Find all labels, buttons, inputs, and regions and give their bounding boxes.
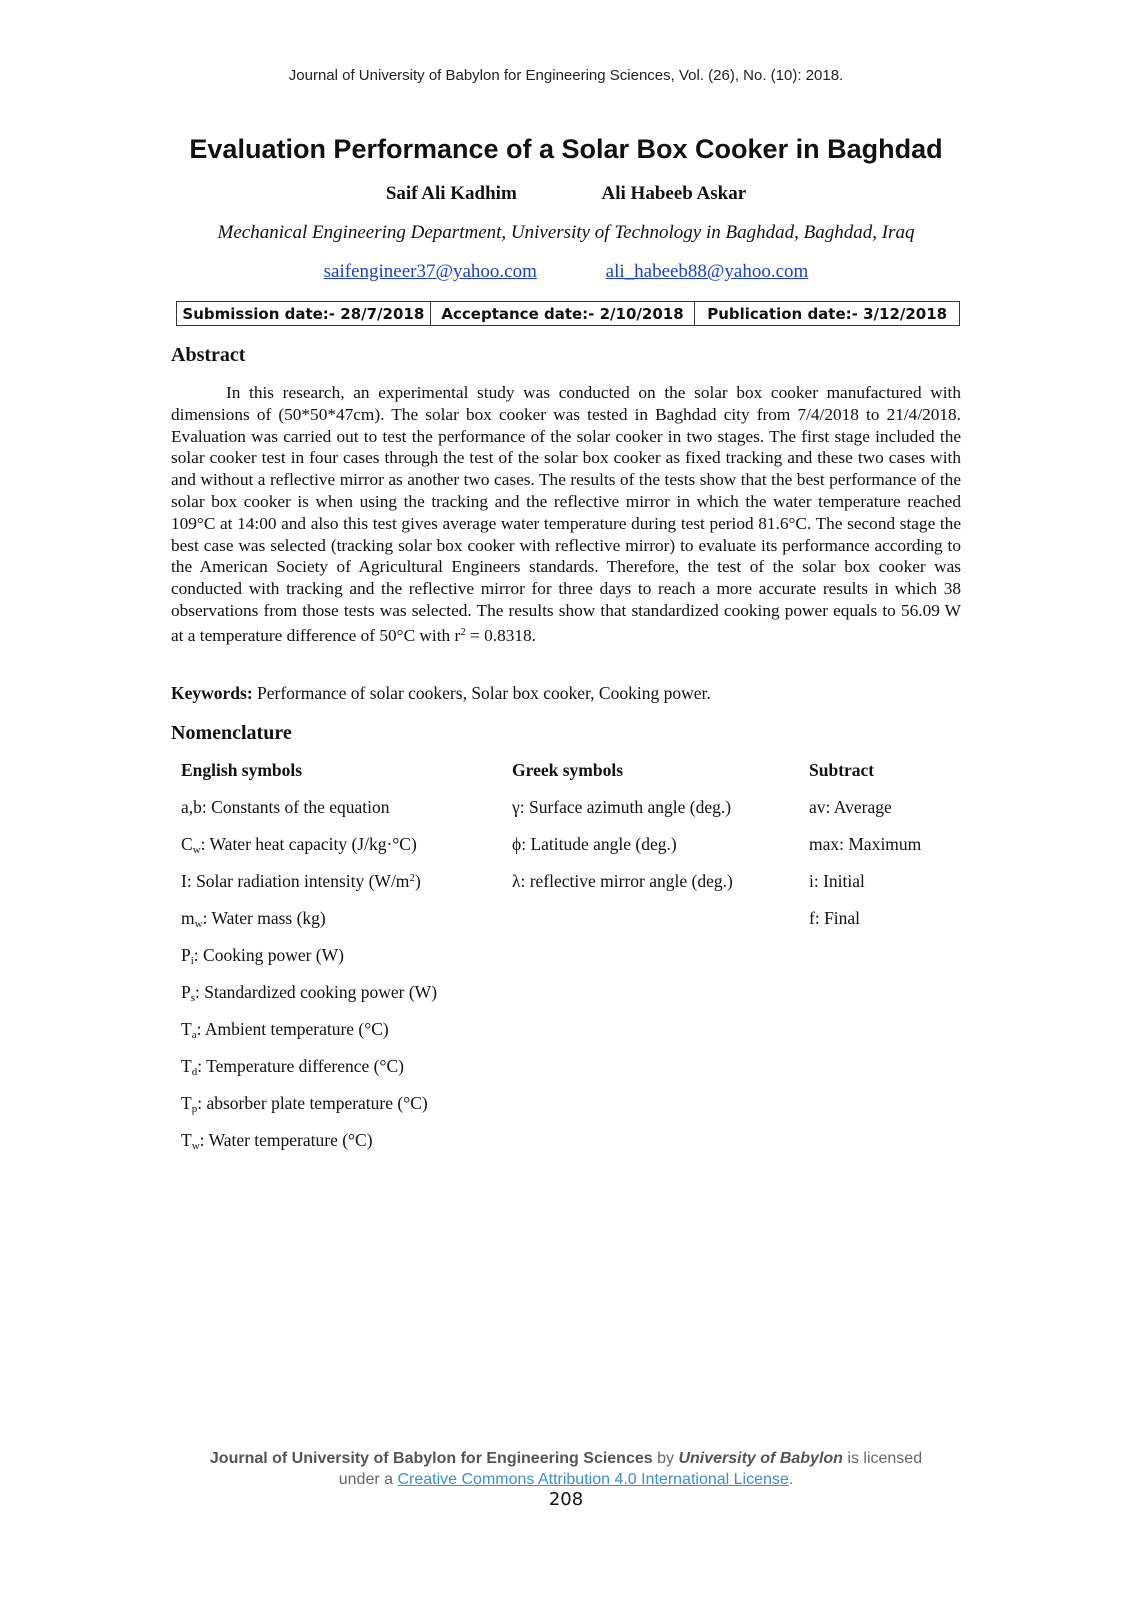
license-link[interactable]: Creative Commons Attribution 4.0 International License — [397, 1471, 789, 1488]
english-symbol-item: $m_w$: Water mass (kg) — [181, 908, 326, 930]
affiliation: Mechanical Engineering Department, University of Technology in Baghdad, Baghdad, Iraq — [217, 222, 915, 243]
english-symbol-item: I: Solar radiation intensity $(W/m^2)$ — [181, 871, 421, 891]
abstract-superscript: 2 — [460, 625, 466, 638]
keywords-label: Keywords: — [171, 683, 253, 703]
footer-journal: Journal of University of Babylon for Engineering Sciences — [209, 1450, 653, 1467]
english-symbol-item: $T_w$: Water temperature (°C) — [181, 1130, 373, 1152]
english-symbols-column — [181, 760, 437, 1167]
greek-symbol-item: ϕ: Latitude angle (deg.) — [512, 834, 677, 854]
english-symbol-item: $P_s$: Standardized cooking power (W) — [181, 982, 438, 1004]
english-symbol-item: $C_w$: Water heat capacity (J/kg·°C) — [181, 834, 417, 856]
keywords-text: Performance of solar cookers, Solar box cooker, Cooking power. — [252, 683, 711, 703]
email-link-1[interactable]: saifengineer37@yahoo.com — [323, 261, 537, 282]
english-symbol-item: $T_d$: Temperature difference (°C) — [181, 1056, 404, 1078]
english-symbols-heading: English symbols — [181, 760, 303, 780]
publication-date: Publication date:- 3/12/2018 — [707, 304, 948, 323]
english-symbol-item: $T_p$: absorber plate temperature (°C) — [181, 1093, 428, 1115]
email-link-2[interactable]: ali_habeeb88@yahoo.com — [605, 261, 809, 282]
author-2: Ali Habeeb Askar — [601, 183, 747, 204]
footer-line-1: Journal of University of Babylon for Engineering Sciences by University of Babylon is licensed — [209, 1450, 923, 1467]
nomenclature-heading: Nomenclature — [171, 722, 292, 744]
author-1: Saif Ali Kadhim — [385, 183, 517, 204]
english-symbol-item: a,b: Constants of the equation — [181, 797, 390, 817]
acceptance-date: Acceptance date:- 2/10/2018 — [431, 302, 696, 325]
abstract-text-end: = 0.8318. — [465, 625, 536, 645]
author-list — [0, 183, 1132, 205]
greek-symbols-column — [512, 760, 733, 908]
english-symbol-item: $P_i$: Cooking power (W) — [181, 945, 344, 967]
subtract-item: f: Final — [809, 908, 861, 928]
subtract-item: max: Maximum — [809, 834, 922, 854]
submission-date: Submission date:- 28/7/2018 — [177, 302, 431, 325]
keywords-line — [171, 683, 961, 704]
greek-symbol-item: γ: Surface azimuth angle (deg.) — [512, 797, 732, 817]
license-footer — [0, 1448, 1132, 1490]
subtract-heading: Subtract — [809, 760, 875, 780]
subtract-item: av: Average — [809, 797, 892, 817]
email-list — [0, 261, 1132, 283]
footer-line-2: under a Creative Commons Attribution 4.0 International License. — [338, 1471, 794, 1488]
running-header: Journal of University of Babylon for Engineering Sciences, Vol. (26), No. (10): 2018. — [288, 67, 844, 84]
subtract-column — [809, 760, 921, 945]
subtract-item: i: Initial — [809, 871, 865, 891]
dates-table — [176, 301, 960, 326]
footer-publisher: University of Babylon — [678, 1450, 843, 1467]
abstract-body — [171, 382, 961, 647]
english-symbol-item: $T_a$: Ambient temperature (°C) — [181, 1019, 389, 1041]
abstract-text: In this research, an experimental study was conducted on the solar box cooker manufactured with dimensions of (50*50*47cm). The solar box cooker was tested in Baghdad city from 7/4/2018 to 21/4/2018. Evaluation was carried out to test the performance of the solar cooker in two stages. The first stage included the solar cooker test in four cases through the test of the solar box cooker as fixed tracking and these two cases with and without a reflective mirror as another two cases. The results of the tests show that the best performance of the solar box cooker is when using the tracking and the reflective mirror in which the water temperature reached 109°C at 14:00 and also this test gives average water temperature during test period 81.6°C. The second stage the best case was selected (tracking solar box cooker with reflective mirror) to evaluate its performance according to the American Society of Agricultural Engineers standards. Therefore, the test of the solar box cooker was conducted with tracking and the reflective mirror for three days to reach a more accurate results in which 38 observations from those tests was selected. The results show that standardized cooking power equals to 56.09 W at a temperature difference of 50°C with r — [171, 383, 961, 645]
paper-title: Evaluation Performance of a Solar Box Cooker in Baghdad — [189, 134, 943, 164]
page-number: 208 — [548, 1489, 584, 1510]
greek-symbols-heading: Greek symbols — [512, 760, 623, 780]
greek-symbol-item: λ: reflective mirror angle (deg.) — [512, 871, 733, 891]
abstract-heading: Abstract — [171, 344, 246, 366]
